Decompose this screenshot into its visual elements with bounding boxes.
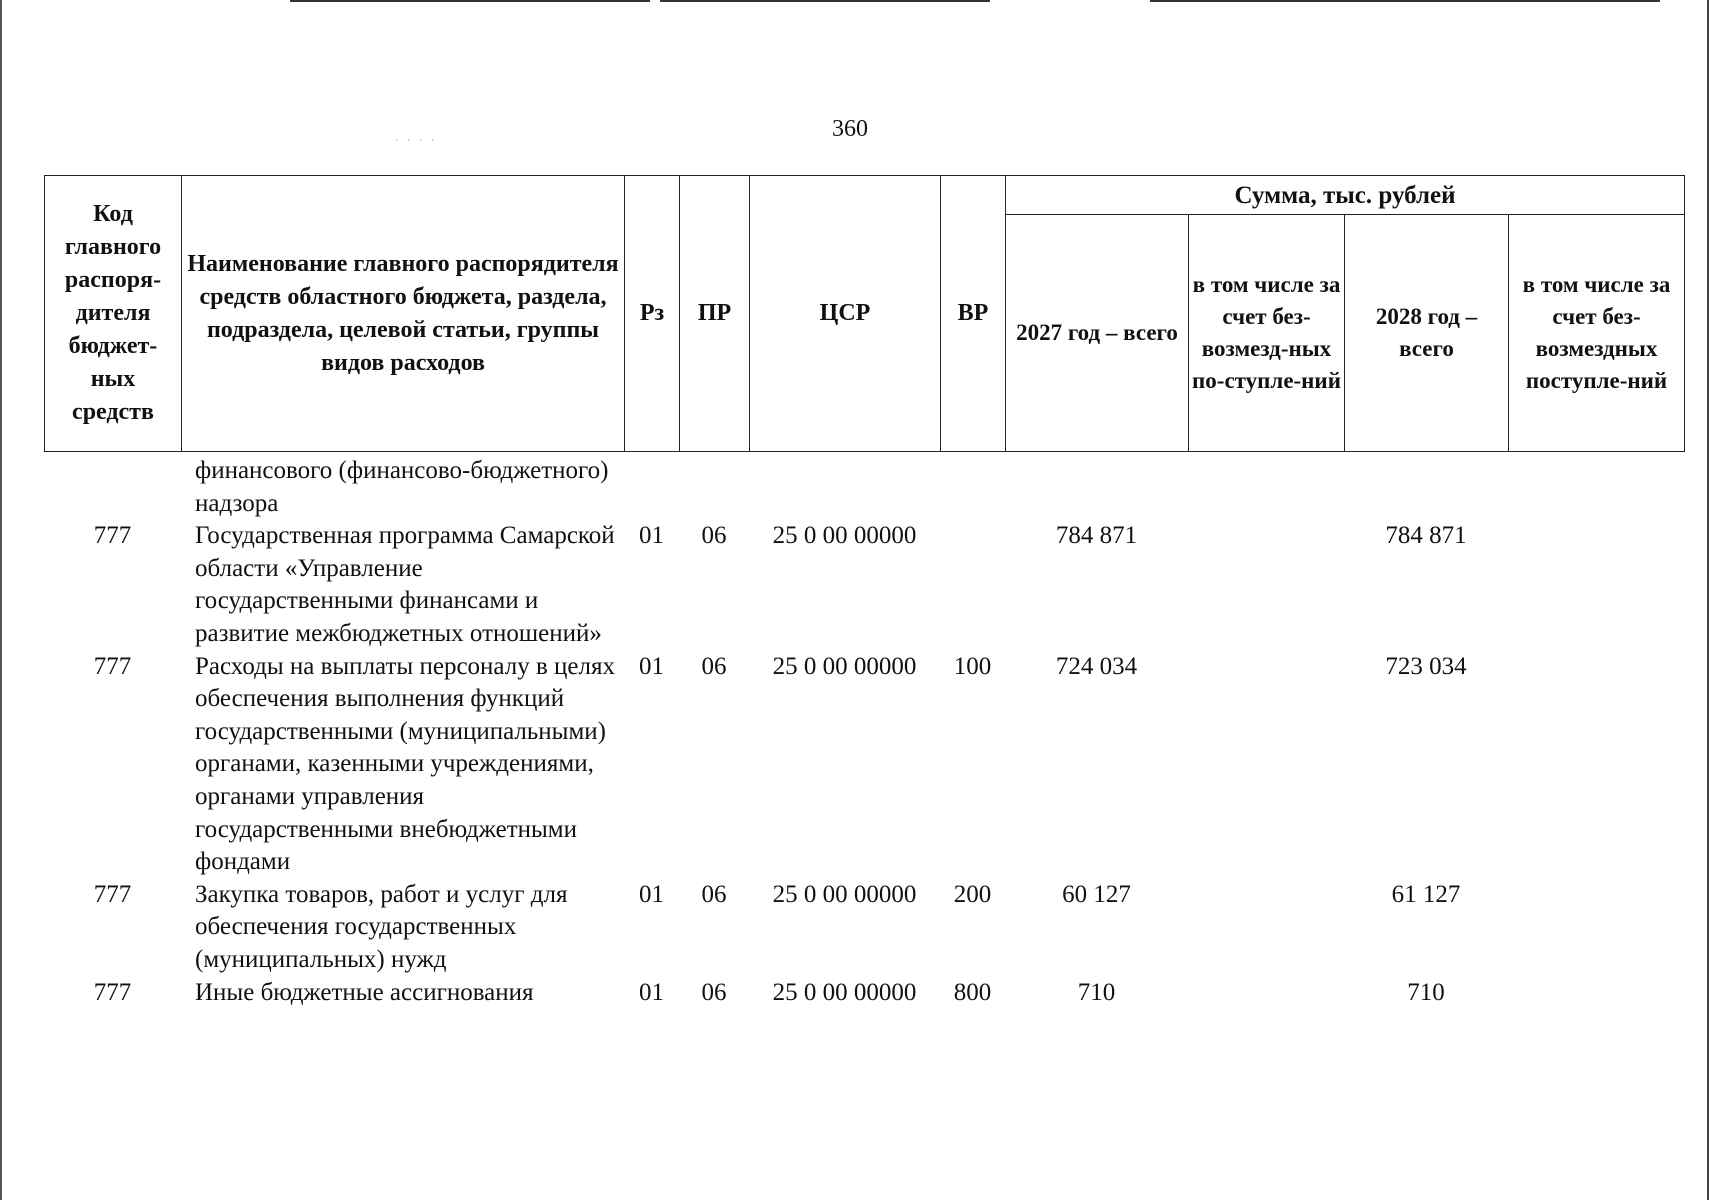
header-sum-group: Сумма, тыс. рублей: [1006, 176, 1685, 215]
cell-2028-total: [1344, 455, 1508, 520]
cell-2028-total: 723 034: [1385, 652, 1467, 680]
cell-rz: 01: [639, 880, 664, 908]
scan-edge-left: [0, 0, 2, 1200]
cell-2027-grants: [1188, 520, 1344, 650]
page-number: 360: [832, 116, 868, 142]
header-2028-grants: в том числе за счет без-возмездных поступле-ний: [1509, 215, 1685, 452]
table-row: [44, 651, 1684, 879]
table-row: [44, 977, 1684, 1010]
cell-2028-total: 61 127: [1391, 880, 1461, 908]
cell-csr: 25 0 00 00000: [772, 652, 917, 680]
cell-code: 777: [93, 522, 132, 550]
cell-2028-grants: [1508, 651, 1684, 879]
top-rule: [1150, 0, 1660, 2]
cell-name: финансового (финансово-бюджетного) надзора: [195, 457, 609, 517]
header-rz: Рз: [625, 176, 680, 452]
cell-2028-grants: [1508, 879, 1684, 977]
cell-2028-grants: [1508, 455, 1684, 520]
cell-2027-grants: [1188, 651, 1344, 879]
cell-csr: 25 0 00 00000: [772, 978, 917, 1006]
cell-2027-grants: [1188, 455, 1344, 520]
scan-edge-right: [1707, 0, 1709, 1200]
cell-2028-total: 710: [1407, 978, 1445, 1006]
cell-code: 777: [93, 978, 132, 1006]
cell-rz: 01: [639, 652, 664, 680]
cell-vr: 200: [953, 880, 992, 908]
cell-code: 777: [93, 880, 132, 908]
table-row: [44, 879, 1684, 977]
scan-specks: . . . .: [395, 130, 437, 144]
cell-rz: [624, 455, 679, 520]
cell-2027-total: [1005, 455, 1188, 520]
cell-pr: 06: [701, 978, 727, 1006]
cell-csr: 25 0 00 00000: [772, 522, 917, 550]
cell-2028-total: 784 871: [1385, 522, 1467, 550]
cell-2027-grants: [1188, 977, 1344, 1010]
table-header: [44, 175, 1685, 452]
cell-2027-grants: [1188, 879, 1344, 977]
cell-code: 777: [93, 652, 132, 680]
header-pr: ПР: [680, 176, 750, 452]
cell-2027-total: 60 127: [1062, 880, 1131, 908]
cell-vr: [940, 520, 1005, 650]
cell-name: Государственная программа Самарской области «Управление государственными финансами и развитие межбюджетных отношений»: [195, 522, 615, 647]
table-body: [44, 455, 1684, 1009]
table-row: [44, 520, 1684, 650]
cell-csr: [749, 455, 940, 520]
cell-2027-total: 710: [1077, 978, 1116, 1006]
header-name: Наименование главного распорядителя средств областного бюджета, раздела, подраздела, целевой статьи, группы видов расходов: [182, 176, 625, 452]
cell-2027-total: 724 034: [1055, 652, 1138, 680]
header-code: Код главного распоря-дителя бюджет-ных средств: [45, 176, 182, 452]
cell-name: Расходы на выплаты персоналу в целях обеспечения выполнения функций государственными (муниципальными) органами, казенными учреждениями, органами управления государственными внебюджетными фондами: [195, 652, 615, 876]
cell-vr: 800: [953, 978, 992, 1006]
header-2027-grants: в том числе за счет без-возмезд-ных по-ступле-ний: [1189, 215, 1345, 452]
cell-pr: 06: [701, 522, 727, 550]
cell-rz: 01: [639, 978, 664, 1006]
table-row: [44, 455, 1684, 520]
cell-2027-total: 784 871: [1055, 522, 1138, 550]
cell-pr: 06: [701, 652, 727, 680]
header-csr: ЦСР: [750, 176, 941, 452]
header-vr: ВР: [941, 176, 1006, 452]
cell-code: [44, 455, 181, 520]
top-rule: [290, 0, 650, 2]
cell-2028-grants: [1508, 977, 1684, 1010]
cell-name: Иные бюджетные ассигнования: [195, 978, 534, 1006]
cell-name: Закупка товаров, работ и услуг для обеспечения государственных (муниципальных) нужд: [195, 880, 568, 973]
cell-2028-grants: [1508, 520, 1684, 650]
cell-vr: [940, 455, 1005, 520]
header-2028-total: 2028 год – всего: [1345, 215, 1509, 452]
cell-pr: [679, 455, 749, 520]
cell-csr: 25 0 00 00000: [772, 880, 917, 908]
top-rule: [660, 0, 990, 2]
cell-rz: 01: [639, 522, 664, 550]
cell-pr: 06: [701, 880, 727, 908]
header-2027-total: 2027 год – всего: [1006, 215, 1189, 452]
cell-vr: 100: [953, 652, 992, 680]
